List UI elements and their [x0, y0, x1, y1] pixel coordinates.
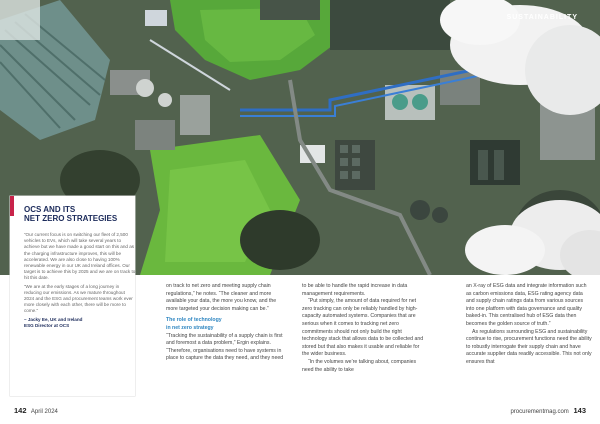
page-number-left: 142	[14, 406, 27, 415]
sidebar-title-line2: NET ZERO STRATEGIES	[24, 214, 118, 223]
website-link[interactable]: procurementmag.com	[510, 409, 569, 415]
sidebar-attribution-role: ESG Director at OCS	[24, 322, 70, 328]
subhead-line1: The role of technology	[166, 317, 222, 324]
section-label: SUSTAINABILITY	[506, 14, 578, 21]
folio-right	[510, 406, 586, 415]
text-column-2	[302, 283, 424, 374]
column-paragraph: As regulations surrounding ESG and sustainability continue to rise, procurement functions need the ability to robustly interrogate their supply chain and have accurate supplier data readily accessible. This not only ensures that	[466, 328, 592, 365]
column-paragraph: to be able to handle the rapid increase in data management requirements.	[302, 283, 408, 297]
column-paragraph: “Tracking the sustainability of a supply chain is first and foremost a data problem,” Ergin explains. “Therefore, organisations need to have systems in place to capture the data they need, and they need	[166, 332, 284, 362]
folio-left	[14, 406, 58, 415]
sidebar-paragraph-1: “Our current focus is on switching our fleet of 2,500 vehicles to EVs, which will take several years to achieve but we have made a good start on this and as the charging infrastructure improves, this will be accelerated. We are also close to having 100% renewable energy in our UK and Ireland offices. Our target is to achieve this by 2025 and we are on track to hit this date.	[24, 232, 136, 281]
column-paragraph: on track to net zero and meeting supply chain regulations,” he notes. “The cleaner and more available your data, the more you know, and the more targeted your decision making can be.”	[166, 283, 277, 312]
column-paragraph: “In the volumes we’re talking about, companies need the ability to take	[302, 358, 417, 373]
sidebar-paragraph-2: “We are at the early stages of a long journey in reducing our emissions. As we mature throughout 2024 and the ESG and procurement teams work ever more closely with each other, there will be more to come.”	[24, 283, 133, 314]
sidebar-attribution-name: – Jacky Ee, UK and Ireland	[24, 316, 83, 322]
issue-date: April 2024	[30, 409, 58, 415]
sidebar-title	[24, 205, 134, 223]
sidebar-title-line1: OCS AND ITS	[24, 205, 76, 214]
sidebar-box	[10, 196, 135, 396]
sidebar-accent-rule	[10, 196, 14, 216]
page-number-right: 143	[573, 406, 586, 415]
sidebar-body	[24, 232, 136, 329]
subhead	[166, 317, 284, 332]
text-column-1	[166, 283, 284, 363]
column-paragraph: “Put simply, the amount of data required for net zero tracking can only be reliably handled by high-capacity automated systems. Companies that are serious when it comes to tracking net zero commitments should not only build the right technology stack that allows data to be collected and stored but that also makes it usable and reliable for the wider business.	[302, 298, 424, 358]
column-paragraph: an X-ray of ESG data and integrate information such as carbon emissions data, ESG rating agency data and supply chain ratings data from various sources into one platform with data governance and quality baked-in. This centralised hub of ESG data then becomes the golden source of truth.”	[466, 283, 587, 327]
text-column-3	[466, 283, 592, 367]
subhead-line2: in net zero strategy	[166, 324, 214, 331]
